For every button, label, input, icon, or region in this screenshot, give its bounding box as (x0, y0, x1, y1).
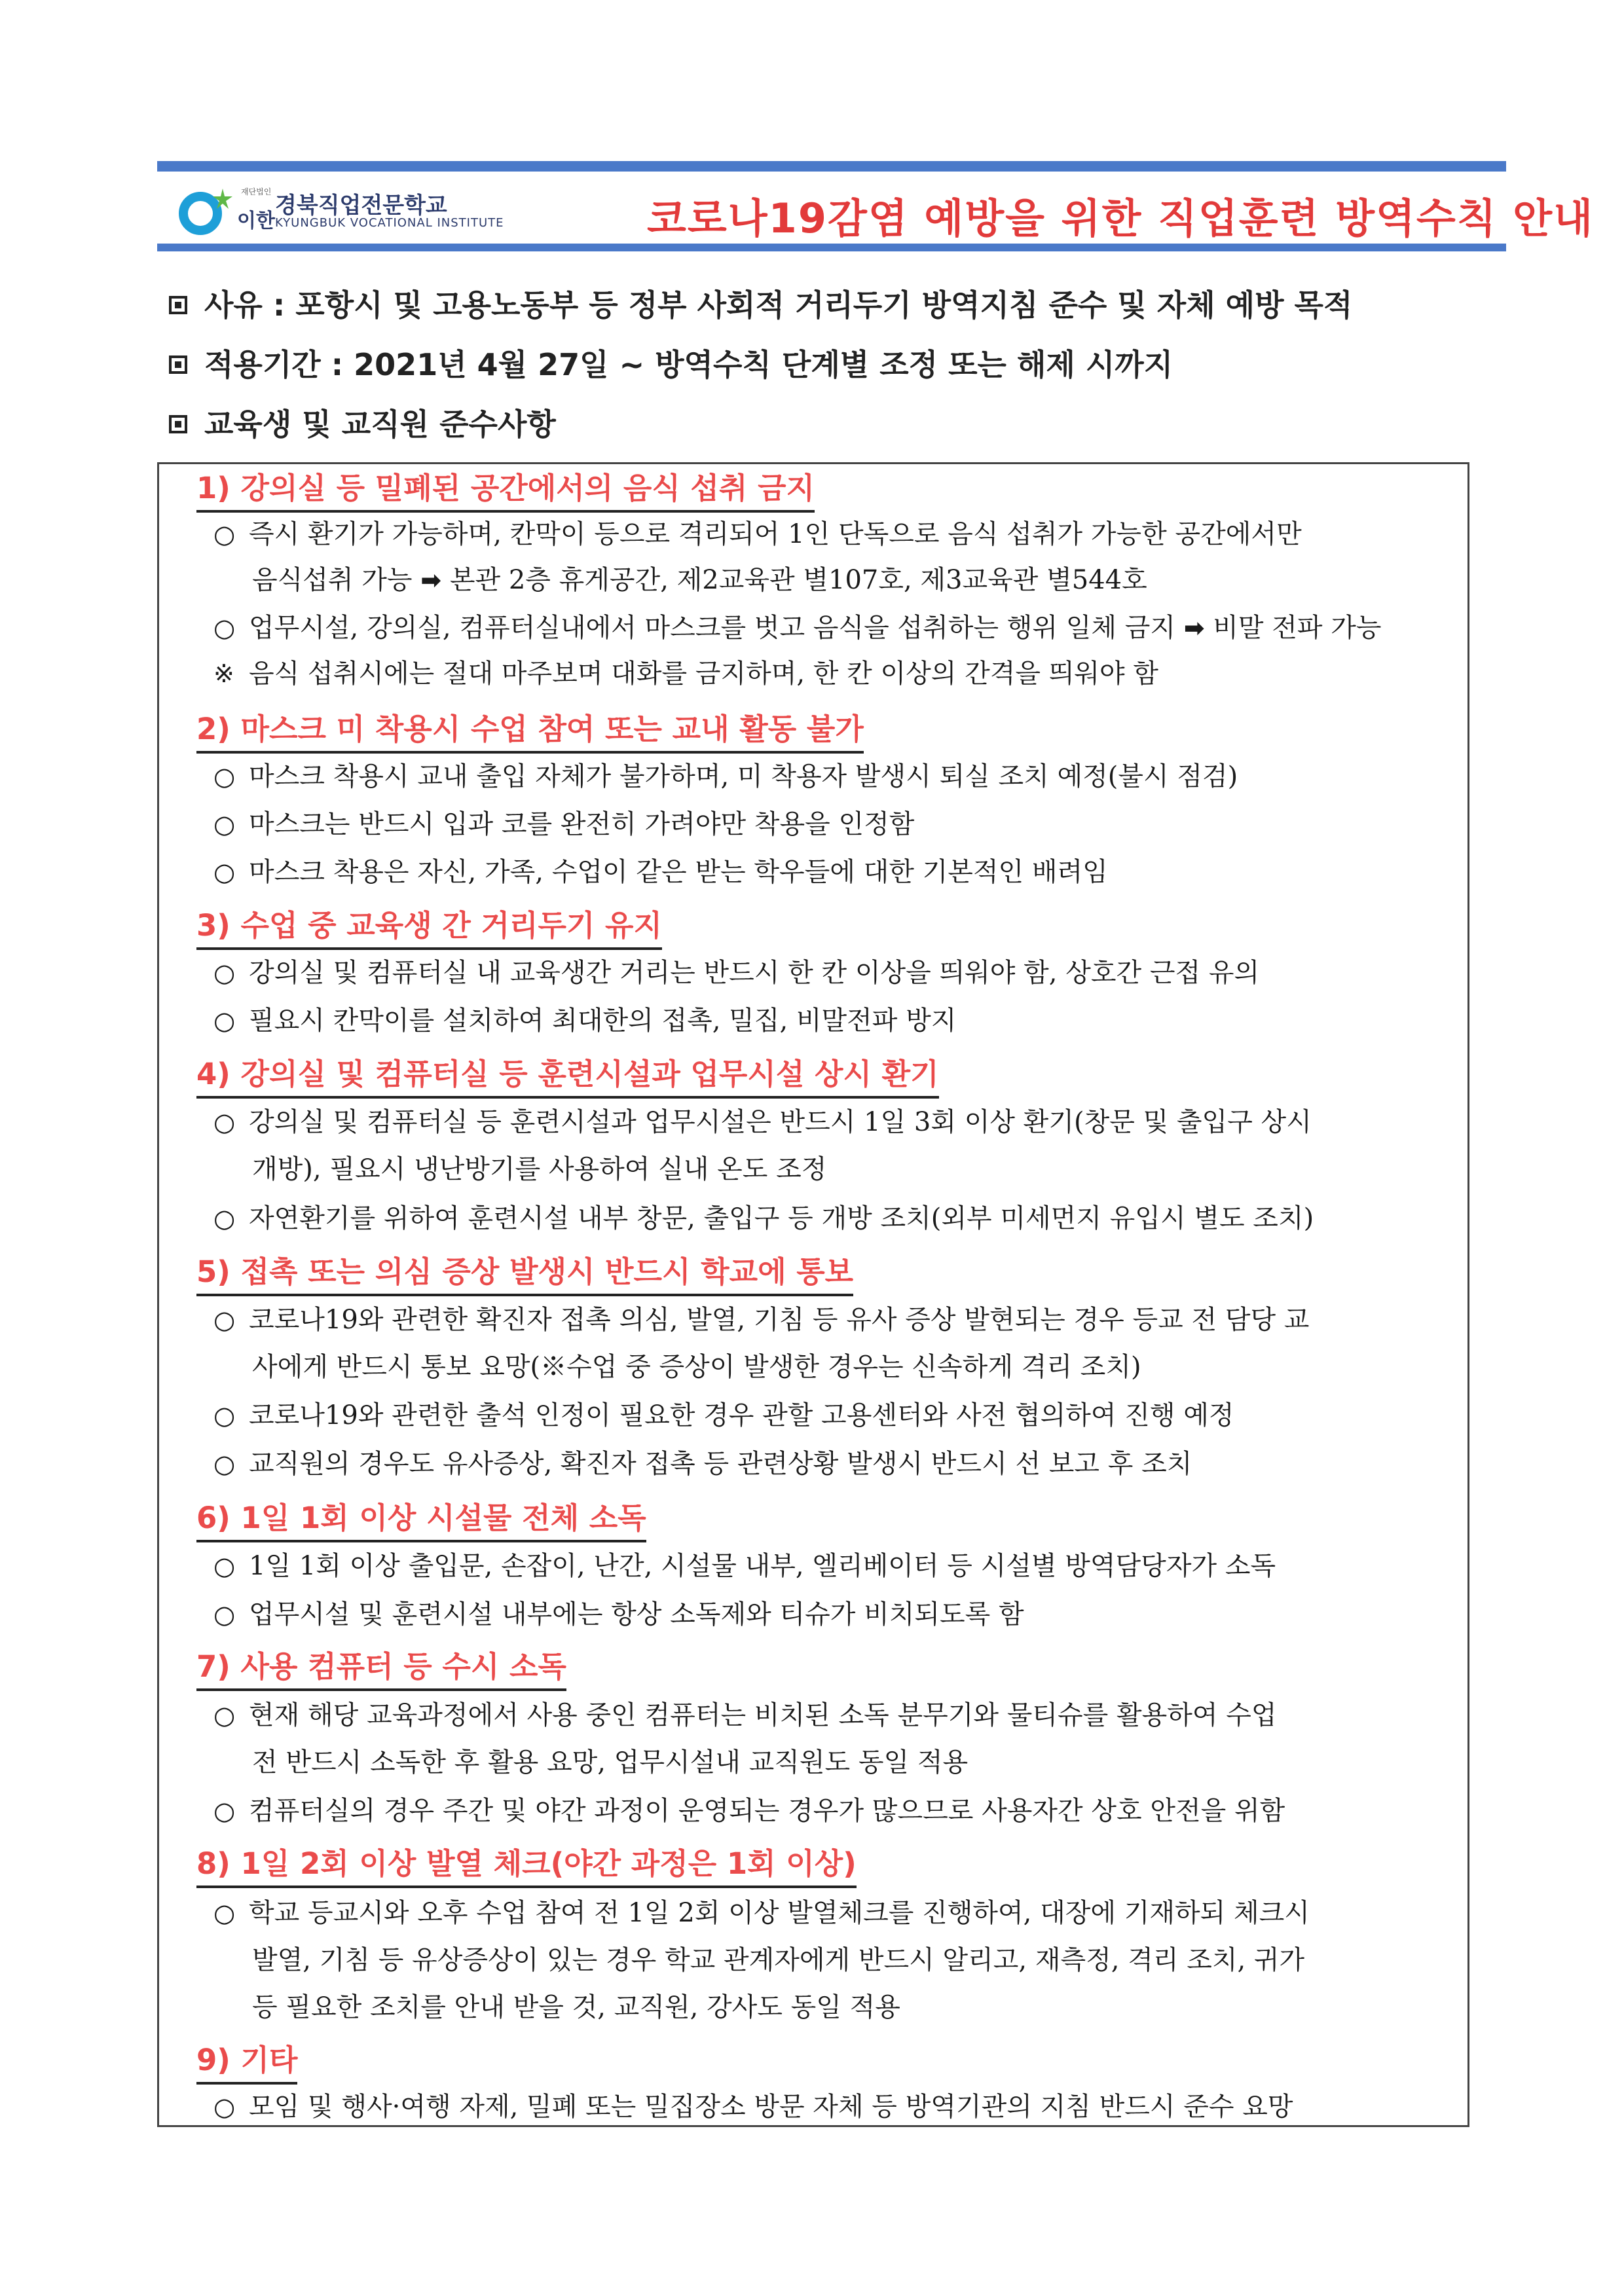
list-item: ○ 현재 해당 교육과정에서 사용 중인 컴퓨터는 비치된 소독 분무기와 물티슈를 활용하여 수업 (213, 1698, 1277, 1732)
square-bullet-icon (169, 415, 187, 433)
list-item: ○ 1일 1회 이상 출입문, 손잡이, 난간, 시설물 내부, 엘리베이터 등 시설별 방역담당자가 소독 (213, 1549, 1276, 1583)
square-bullet-icon (169, 296, 187, 314)
list-item: ○ 마스크 착용은 자신, 가족, 수업이 같은 받는 학우들에 대한 기본적인 배려임 (213, 855, 1108, 889)
note-item: ※ 음식 섭취시에는 절대 마주보며 대화를 금지하며, 한 칸 이상의 간격을 띄워야 함 (213, 657, 1158, 691)
circle-bullet-icon: ○ (213, 520, 236, 549)
circle-bullet-icon: ○ (213, 762, 236, 791)
circle-bullet-icon: ○ (213, 1204, 236, 1233)
info-period: 적용기간 : 2021년 4월 27일 ~ 방역수칙 단계별 조정 또는 해제 시까지 (169, 341, 1173, 384)
circle-bullet-icon: ○ (213, 810, 236, 839)
school-english-name: KYUNGBUK VOCATIONAL INSTITUTE (275, 216, 504, 230)
list-item: ○ 강의실 및 컴퓨터실 내 교육생간 거리는 반드시 한 칸 이상을 띄워야 함, 상호간 근접 유의 (213, 956, 1259, 990)
circle-bullet-icon: ○ (213, 1552, 236, 1580)
section-heading-4: 4) 강의실 및 컴퓨터실 등 훈련시설과 업무시설 상시 환기 (196, 1055, 939, 1099)
school-logo (177, 183, 570, 238)
circle-bullet-icon: ○ (213, 2092, 236, 2121)
info-reason: 사유 : 포항시 및 고용노동부 등 정부 사회적 거리두기 방역지침 준수 및 자체 예방 목적 (169, 282, 1352, 325)
circle-bullet-icon: ○ (213, 1600, 236, 1629)
circle-bullet-icon: ○ (213, 1899, 236, 1927)
list-item-continuation: 등 필요한 조치를 안내 받을 것, 교직원, 강사도 동일 적용 (252, 1992, 900, 2022)
square-bullet-icon (169, 355, 187, 374)
circle-bullet-icon: ○ (213, 1401, 236, 1430)
section-heading-3: 3) 수업 중 교육생 간 거리두기 유지 (196, 907, 662, 950)
list-item: ○ 필요시 칸막이를 설치하여 최대한의 접촉, 밀집, 비말전파 방지 (213, 1004, 956, 1038)
logo-small-text: 재단법인 (241, 187, 272, 196)
circle-bullet-icon: ○ (213, 858, 236, 886)
list-item: ○ 마스크 착용시 교내 출입 자체가 불가하며, 미 착용자 발생시 퇴실 조치 예정(불시 점검) (213, 759, 1238, 793)
circle-bullet-icon: ○ (213, 1701, 236, 1730)
section-heading-7: 7) 사용 컴퓨터 등 수시 소독 (196, 1648, 566, 1691)
list-item: ○ 업무시설, 강의실, 컴퓨터실내에서 마스크를 벗고 음식을 섭취하는 행위 일체 금지 ➡ 비말 전파 가능 (213, 611, 1382, 645)
section-heading-5: 5) 접촉 또는 의심 증상 발생시 반드시 학교에 통보 (196, 1253, 853, 1296)
list-item: ○ 강의실 및 컴퓨터실 등 훈련시설과 업무시설은 반드시 1일 3회 이상 환기(창문 및 출입구 상시 (213, 1105, 1312, 1139)
section-heading-6: 6) 1일 1회 이상 시설물 전체 소독 (196, 1499, 646, 1542)
circle-bullet-icon: ○ (213, 1108, 236, 1137)
circle-bullet-icon: ○ (213, 1796, 236, 1825)
logo-ihan-text: 이한 (237, 210, 275, 232)
list-item: ○ 즉시 환기가 가능하며, 칸막이 등으로 격리되어 1인 단독으로 음식 섭취가 가능한 공간에서만 (213, 517, 1302, 551)
circle-bullet-icon: ○ (213, 1305, 236, 1334)
list-item-continuation: 발열, 기침 등 유상증상이 있는 경우 학교 관계자에게 반드시 알리고, 재측정, 격리 조치, 귀가 (252, 1945, 1305, 1975)
header-bottom-rule (157, 244, 1506, 251)
page-title: 코로나19감염 예방을 위한 직업훈련 방역수칙 안내 (647, 194, 1595, 242)
list-item: ○ 학교 등교시와 오후 수업 참여 전 1일 2회 이상 발열체크를 진행하여, 대장에 기재하되 체크시 (213, 1896, 1310, 1930)
list-item-continuation: 전 반드시 소독한 후 활용 요망, 업무시설내 교직원도 동일 적용 (252, 1747, 969, 1777)
list-item: ○ 업무시설 및 훈련시설 내부에는 항상 소독제와 티슈가 비치되도록 함 (213, 1597, 1024, 1631)
section-heading-1: 1) 강의실 등 밀폐된 공간에서의 음식 섭취 금지 (196, 469, 815, 513)
info-rules-title: 교육생 및 교직원 준수사항 (169, 401, 556, 444)
section-heading-8: 8) 1일 2회 이상 발열 체크(야간 과정은 1회 이상) (196, 1845, 857, 1888)
list-item: ○ 코로나19와 관련한 출석 인정이 필요한 경우 관할 고용센터와 사전 협의하여 진행 예정 (213, 1398, 1234, 1432)
right-arrow-icon: ➡ (1183, 613, 1205, 642)
list-item-continuation: 음식섭취 가능 ➡ 본관 2층 휴게공간, 제2교육관 별107호, 제3교육관 별544호 (252, 565, 1147, 595)
note-mark-icon: ※ (213, 659, 234, 688)
list-item: ○ 모임 및 행사·여행 자제, 밀폐 또는 밀집장소 방문 자체 등 방역기관의 지침 반드시 준수 요망 (213, 2090, 1293, 2124)
list-item-continuation: 사에게 반드시 통보 요망(※수업 중 증상이 발생한 경우는 신속하게 격리 조치) (252, 1352, 1141, 1382)
list-item-continuation: 개방), 필요시 냉난방기를 사용하여 실내 온도 조정 (252, 1154, 827, 1184)
school-name: 경북직업전문학교 (275, 192, 447, 219)
list-item: ○ 컴퓨터실의 경우 주간 및 야간 과정이 운영되는 경우가 많으므로 사용자간 상호 안전을 위함 (213, 1794, 1285, 1828)
circle-bullet-icon: ○ (213, 1449, 236, 1478)
list-item: ○ 교직원의 경우도 유사증상, 확진자 접촉 등 관련상황 발생시 반드시 선 보고 후 조치 (213, 1447, 1192, 1481)
circle-bullet-icon: ○ (213, 1006, 236, 1035)
logo-emblem-icon (177, 183, 236, 238)
section-heading-9: 9) 기타 (196, 2041, 297, 2085)
circle-bullet-icon: ○ (213, 613, 236, 642)
list-item: ○ 코로나19와 관련한 확진자 접촉 의심, 발열, 기침 등 유사 증상 발현되는 경우 등교 전 담당 교 (213, 1303, 1309, 1337)
document-header (157, 172, 1595, 244)
list-item: ○ 자연환기를 위하여 훈련시설 내부 창문, 출입구 등 개방 조치(외부 미세먼지 유입시 별도 조치) (213, 1201, 1314, 1235)
section-heading-2: 2) 마스크 미 착용시 수업 참여 또는 교내 활동 불가 (196, 710, 864, 754)
header-top-rule (157, 161, 1506, 172)
right-arrow-icon: ➡ (420, 566, 442, 594)
list-item: ○ 마스크는 반드시 입과 코를 완전히 가려야만 착용을 인정함 (213, 807, 914, 841)
circle-bullet-icon: ○ (213, 958, 236, 987)
